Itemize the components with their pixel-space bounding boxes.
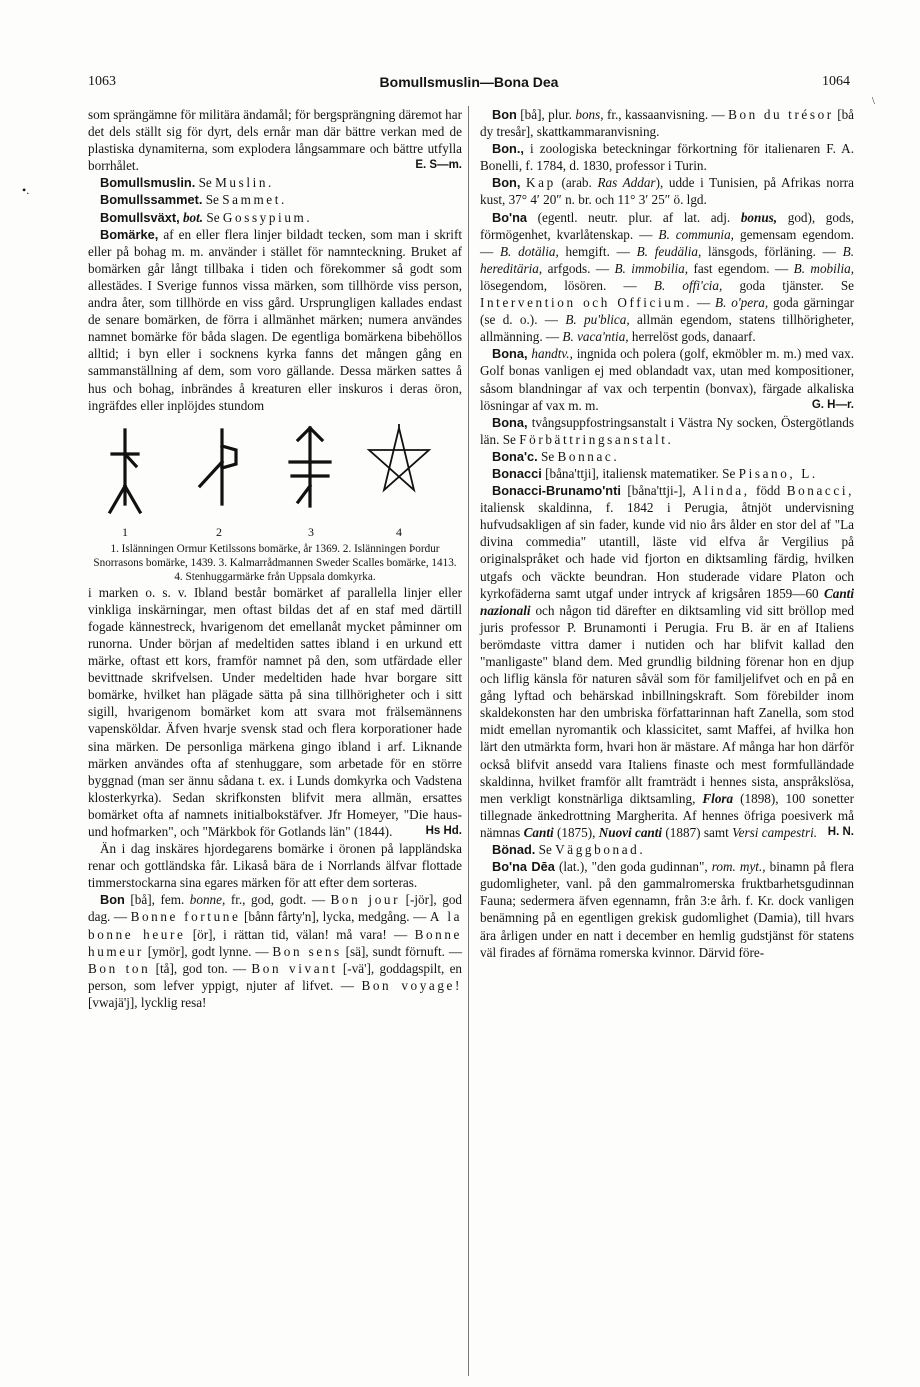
entry-bon-2 <box>480 106 854 140</box>
body-text: (1875), <box>556 824 596 840</box>
phrase: Bon vivant <box>251 960 338 976</box>
phrase: Bonne fortune <box>130 909 241 925</box>
page-number-right: 1064 <box>822 74 850 89</box>
headword: Bomullssammet. <box>100 192 203 208</box>
body-text: (arab. <box>561 175 592 191</box>
italic-term: Ras Addar <box>597 175 656 191</box>
body-text: (lat.), "den goda gudinnan", <box>558 859 708 875</box>
body-text: gemensam egendom. — <box>480 226 855 259</box>
italic-term: B. dotälia, <box>499 243 559 259</box>
figure-number: 3 <box>308 524 314 539</box>
italic-term: B. offi'cia, <box>653 277 723 293</box>
body-text: fr., kassaanvisning. — <box>606 107 725 122</box>
body-text: [sä], sundt förnuft. — <box>345 943 463 959</box>
house-mark-2-icon <box>192 424 248 520</box>
figure-caption: 1. Islänningen Ormur Ketilssons bomärke, år 1369. 2. Islänningen Þordur Snorrasons bomärke, 1439. 3. Kalmarrådmannen Sweder Scalles bomärke, 1413. 4. Stenhuggarmärke från Uppsala domkyrka. <box>93 542 457 583</box>
paragraph-bomarke-continued <box>88 584 462 840</box>
italic-term: bons, <box>575 107 604 122</box>
see-text: Se <box>538 842 552 858</box>
running-title: Bomullsmuslin—Bona Dea <box>379 74 559 90</box>
headword: Bo'na Dēa <box>492 859 555 875</box>
body-text: [bånn fårty'n], lycka, medgång. — <box>243 909 427 925</box>
body-text: goda tjänster. Se <box>739 277 855 293</box>
italic-term: bonne, <box>189 892 226 908</box>
author-signature: E. S—m. <box>415 159 462 172</box>
body-text: (egentl. neutr. plur. af lat. adj. <box>537 209 731 225</box>
phrase: A la bonne heure <box>88 909 463 942</box>
author-signature: Hs Hd. <box>425 825 462 837</box>
body-text: i marken o. s. v. Ibland består bomärket af parallella linjer eller vinkliga inskärningar, men oftast bildas det af en staf med därtill fogade kännestreck, hvarigenom det emellanåt mycket påminner om runorna. Under början af medeltiden sattes ibland i en urkund ett märke, oftast ett kors, framför namnet på den, som utfärdade eller bevittnade skrifvelsen. Under medeltiden hade hvar borgare sitt bomärke, hvilket han plägade sätta på sina tillhörigheter och i sitt sigill, hvarigenom bomärket kom att svara mot frälsemännens vapensköldar. Äfven hvarje svensk stad och flera korporationer hade sina märken. De personliga märkena gingo ibland i arf. Liknande märken användes ofta af stenhuggare, som arbetade för en större byggnad (man ser ännu sådana t. ex. i Lunds domkyrka och Vadstena klosterkyrka). Sedan skrifkonsten blifvit mera allmän, ersattes bomärket ofta af namnets initialbokstäfver. Jfr Homeyer, "Die haus- und hofmarken", och "Märkbok för Gotlands län" (1844). <box>88 584 462 839</box>
phrase: Bonne humeur <box>88 926 462 959</box>
headword: Bonacci-Brunamo'nti <box>492 483 621 499</box>
entry-bon-kap <box>480 174 854 208</box>
author-signature: H. N. <box>827 825 854 838</box>
body-text: (1898), 100 sonetter tillegnade änkedrottning Margherita. Af hennes öfriga poesiverk må nämnas <box>480 790 855 840</box>
body-text: och någon tid därefter en diktsamling vid sitt bröllop med juris professor P. Brunamonti i Perugia. Fru B. är en af Italiens berömdaste vittra damer i nutiden och har blifvit kallad den "manligaste" bland dem. Med grundlig bildning förenar hon en djup och liflig känsla för naturen såväl som för familjelifvet och en på en gång lyftad och behärskad inbillningskraft. Som förebilder inom skaldekonsten har den umbriska författarinnan haft Zanella, som stod midt emellan nyromantik och klassicitet, samt Maffei, af hvilka hon lärt den utmärkta form, hvari hon är mästare. Af många har hon därför också blifvit ansedd vara Italiens finaste och mest formfulländade skaldinna, hvilket framför allt framträdt i hennes sista, anspråkslösa, men verkligt konstnärliga diktsamling, <box>480 602 854 806</box>
author-signature: G. H—r. <box>811 398 854 411</box>
left-column <box>88 106 462 1011</box>
italic-term: bonus, <box>740 209 778 225</box>
headword: Bon, <box>492 175 521 191</box>
body-text: [ymör], godt lynne. — <box>147 943 269 959</box>
phrase: Alinda, <box>692 483 750 499</box>
italic-term: Canti <box>523 824 554 840</box>
cross-reference: Intervention och Officium. <box>480 295 693 311</box>
entry-bona-dea <box>480 858 854 961</box>
entry-bonad <box>480 841 854 858</box>
body-text: ), udde i Tunisien, på Afrikas norra kust, 37° 4′ 20″ n. br. och 11° 3′ 25″ ö. lgd. <box>480 175 855 208</box>
body-text: född <box>756 483 781 499</box>
paragraph-bomarke-addendum: Än i dag inskäres hjordegarens bomärke i öronen på lappländska renar och gottländska får. Likaså bära de i Norrlands älfvar flottade timmerstockarna sina egares märken för att efter dem sorteras. <box>88 841 462 891</box>
cross-reference: Pisano, L. <box>738 465 818 481</box>
phrase: Bon sens <box>272 943 342 959</box>
figure-numbers <box>88 524 462 542</box>
house-mark-1-icon <box>102 424 148 520</box>
entry-bona-lat <box>480 209 854 346</box>
headword: Bo'na <box>492 209 528 225</box>
body-text: [båna'ttji], italiensk matematiker. Se <box>545 465 736 481</box>
body-text: ingnida och polera (golf, ekmöbler m. m.) med vax. Golf bonas vanligen ej med oblandadt vax, utan med kompositioner, såsom blandningar af vax och terpentin (bonvax), färgade alkaliska lösningar af vax m. m. <box>480 346 854 413</box>
body-text: binamn på flera gudomligheter, vanl. på den gammalromerska fruktbarhetsgudinnan Fauna; sedermera äfven egennamn, från 3:e årh. f. Kr. dock vanligen benämning på en egentligen grekisk gudomlighet (Damia), till hvars ära årligen under en natt i december en hemlig gudstjänst för statens väl firades af förnäma romerska kvinnor. Därvid före- <box>480 859 855 960</box>
headword: Bönad. <box>492 842 536 858</box>
paragraph-bomull-continued <box>88 106 462 174</box>
body-text: [ör], i rättan tid, välan! må vara! — <box>192 926 408 942</box>
body-text: tvångsuppfostringsanstalt i Västra Ny socken, Östergötlands län. Se <box>480 414 854 447</box>
headword: Bona, <box>492 414 528 430</box>
body-text: arfgods. — <box>547 260 610 276</box>
entry-bon-abbr <box>480 140 854 174</box>
house-mark-4-pentagram-icon <box>366 424 432 520</box>
entry-bonacci-brunamonti <box>480 482 854 841</box>
phrase: Kap <box>526 175 556 191</box>
headword: Bomärke, <box>100 226 159 242</box>
figure-number: 4 <box>396 524 402 539</box>
abbreviation: bot. <box>182 209 204 225</box>
body-text: lösegendom, lösören. — <box>480 277 637 293</box>
headword: Bon <box>100 892 125 908</box>
body-text: allmän egendom, statens tillhörigheter, allmänning. — <box>480 312 855 345</box>
italic-term: Versi campestri. <box>732 824 818 840</box>
body-text: [bå dy tresår], skattkammaranvisning. <box>480 107 855 140</box>
phrase: Bonacci, <box>786 483 854 499</box>
entry-bomullsvaxt <box>88 209 462 226</box>
italic-term: B. feudälia, <box>636 243 702 259</box>
body-text: goda gärningar (se d. o.). — <box>480 295 854 328</box>
entry-bona-handtv <box>480 345 854 413</box>
body-text: af en eller flera linjer bildadt tecken, som man i skrift eller på bohag m. m. använder i stället för namnteckning. Bruket af bomärken går långt tillbaka i tiden och förekommer så godt som allestädes. I Sverige funnos vissa märken, som tillhörde viss person, andra åter, som tillhörde en viss gård. Ursprungligen kallades endast de senare bomärken, de förra i allmänhet märken; numera användes namnet bomärke för båda slagen. De egentliga bomärkena bibehöllos alltid; i byn eller i socknens kyrka fanns det mången gång en sammanställning af dem, som voro gällande. Dessa märken sattes å hus och bohag, inbrändes å kreaturen eller inskuros i deras öron, ingräfdes eller inplöjdes stundom <box>88 226 463 413</box>
italic-term: B. mobilia, <box>793 260 855 276</box>
cross-reference: Bonnac. <box>557 448 620 464</box>
headword: Bona, <box>492 346 528 362</box>
italic-term: B. pu'blica, <box>565 312 630 328</box>
see-text: Se <box>198 175 212 191</box>
body-text: hemgift. — <box>565 243 630 259</box>
body-text: [båna'ttji-], <box>627 483 686 499</box>
body-text: god), gods, förmögenhet, kvarlåtenskap. — <box>480 209 855 242</box>
margin-tick: \ <box>872 96 875 107</box>
right-column <box>480 106 854 961</box>
cross-reference: Muslin. <box>215 175 274 191</box>
body-text: [bå], plur. <box>520 107 572 122</box>
abbreviation: handtv., <box>531 346 573 362</box>
phrase: Bon voyage! <box>361 977 463 993</box>
italic-term: B. o'pera, <box>715 295 769 311</box>
body-text: (1887) samt <box>665 824 729 840</box>
cross-reference: Förbättringsanstalt. <box>519 431 674 447</box>
body-text: herrelöst gods, danaarf. <box>631 329 756 345</box>
entry-bonac <box>480 448 854 465</box>
page-number-left: 1063 <box>88 74 116 89</box>
entry-bomullssammet <box>88 191 462 208</box>
italic-term: rom. myt., <box>711 859 766 875</box>
italic-term: Canti nazionali <box>480 585 854 618</box>
cross-reference: Gossypium. <box>222 209 313 225</box>
headword: Bon <box>492 107 517 122</box>
body-text: [-vä'], goddagspilt, en person, som lefver yppigt, njuter af lifvet. — <box>88 960 463 993</box>
entry-bomullsmuslin <box>88 174 462 191</box>
italic-term: B. immobilia, <box>614 260 689 276</box>
headword: Bona'c. <box>492 448 538 464</box>
cross-reference: Väggbonad. <box>555 842 646 858</box>
headword: Bonacci <box>492 465 542 481</box>
headword: Bon., <box>492 141 524 157</box>
headword: Bomullsmuslin. <box>100 175 196 191</box>
body-text: länsgods, förläning. — <box>708 243 836 259</box>
body-text: som sprängämne för militära ändamål; för bergsprängning däremot har det dels ställt sig för dyrt, dels ernår man där bättre verkan med de plastiska dynamiterna, som explodera långsammare och bättre utfylla borrhålet. <box>88 107 463 174</box>
cross-reference: Sammet. <box>222 192 287 208</box>
figure-house-marks <box>88 424 462 524</box>
italic-term: B. hereditäria, <box>480 243 855 276</box>
entry-bonacci <box>480 465 854 482</box>
italic-term: B. communia, <box>658 226 734 242</box>
body-text: [bå], fem. <box>130 892 185 908</box>
headword: Bomullsväxt, <box>100 209 180 225</box>
entry-bon-1 <box>88 891 462 1011</box>
figure-number: 2 <box>216 524 222 539</box>
phrase: Bon du trésor <box>728 107 834 122</box>
body-text: fr., god, godt. — <box>230 892 326 908</box>
margin-mark: •. <box>22 183 30 197</box>
body-text: i zoologiska beteckningar förkortning för italienaren F. A. Bonelli, f. 1784, d. 1830, professor i Turin. <box>480 141 855 174</box>
phrase: Bon jour <box>330 892 401 908</box>
column-rule <box>468 106 469 1376</box>
body-text: fast egendom. — <box>693 260 789 276</box>
body-text: italiensk skaldinna, f. 1842 i Perugia, åtnjöt undervisning hufvudsakligen af sin fader, kunde vid nio års ålder en stor del af "La divina commedia" utantill, läste vid elfva år Vergilius på originalspråket och hade vid fjorton en diktsamling färdig, hvilken utgafs och väckte beundran. Hon studerade vidare Platon och kyrkofäderna samt utgaf under intryck af krigsåren 1859—60 <box>480 500 854 601</box>
italic-term: Nuovi canti <box>598 824 663 840</box>
body-text: [vwajä'j], lycklig resa! <box>88 994 207 1010</box>
entry-bona-anstalt <box>480 414 854 448</box>
see-text: Se <box>206 209 220 225</box>
body-text: [-jör], god dag. — <box>88 892 463 925</box>
figure-number: 1 <box>122 524 128 539</box>
italic-term: Flora <box>702 790 734 806</box>
see-text: Se <box>205 192 219 208</box>
running-head <box>88 74 850 94</box>
phrase: Bon ton <box>88 960 151 976</box>
house-mark-3-icon <box>282 424 336 520</box>
italic-term: B. vaca'ntia, <box>562 329 629 345</box>
see-text: Se <box>541 448 555 464</box>
entry-bomarke <box>88 226 462 414</box>
body-text: [tå], god ton. — <box>155 960 247 976</box>
body-text: — <box>697 295 711 311</box>
